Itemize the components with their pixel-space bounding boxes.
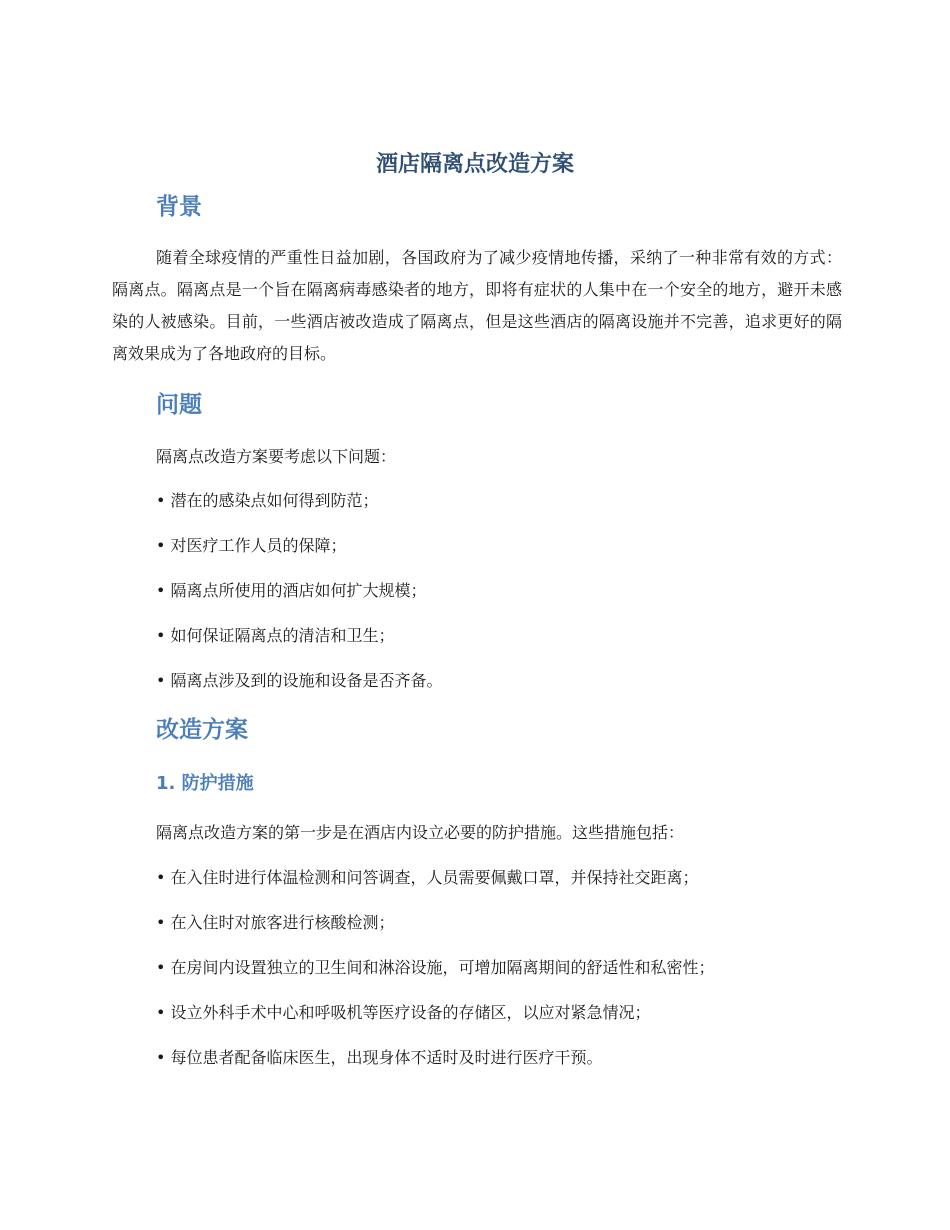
protection-item: • 在入住时对旅客进行核酸检测； (156, 913, 395, 932)
problem-item: • 隔离点所使用的酒店如何扩大规模； (156, 581, 427, 600)
heading-problems: 问题 (156, 392, 202, 418)
background-paragraph: 随着全球疫情的严重性日益加剧，各国政府为了减少疫情地传播，采纳了一种非常有效的方式：隔离点。隔离点是一个旨在隔离病毒感染者的地方，即将有症状的人集中在一个安全的地方，避开未感染的人被感染。目前，一些酒店被改造成了隔离点，但是这些酒店的隔离设施并不完善，追求更好的隔离效果成为了各地政府的目标。 (112, 248, 842, 363)
problem-item: • 对医疗工作人员的保障； (156, 536, 347, 555)
protection-item: • 设立外科手术中心和呼吸机等医疗设备的存储区，以应对紧急情况； (156, 1003, 651, 1022)
protection-item: • 每位患者配备临床医生，出现身体不适时及时进行医疗干预。 (156, 1048, 603, 1067)
problem-item: • 隔离点涉及到的设施和设备是否齐备。 (156, 671, 443, 690)
subheading-protection: 1. 防护措施 (156, 773, 254, 794)
problem-item: • 如何保证隔离点的清洁和卫生； (156, 626, 395, 645)
protection-item: • 在房间内设置独立的卫生间和淋浴设施，可增加隔离期间的舒适性和私密性； (156, 958, 715, 977)
heading-background: 背景 (156, 194, 202, 220)
document-title: 酒店隔离点改造方案 (375, 152, 574, 177)
protection-intro: 隔离点改造方案的第一步是在酒店内设立必要的防护措施。这些措施包括： (156, 823, 685, 842)
protection-item: • 在入住时进行体温检测和问答调查，人员需要佩戴口罩，并保持社交距离； (156, 868, 699, 887)
heading-plan: 改造方案 (156, 717, 248, 743)
problem-item: • 潜在的感染点如何得到防范； (156, 491, 379, 510)
problems-intro: 隔离点改造方案要考虑以下问题： (156, 447, 397, 466)
